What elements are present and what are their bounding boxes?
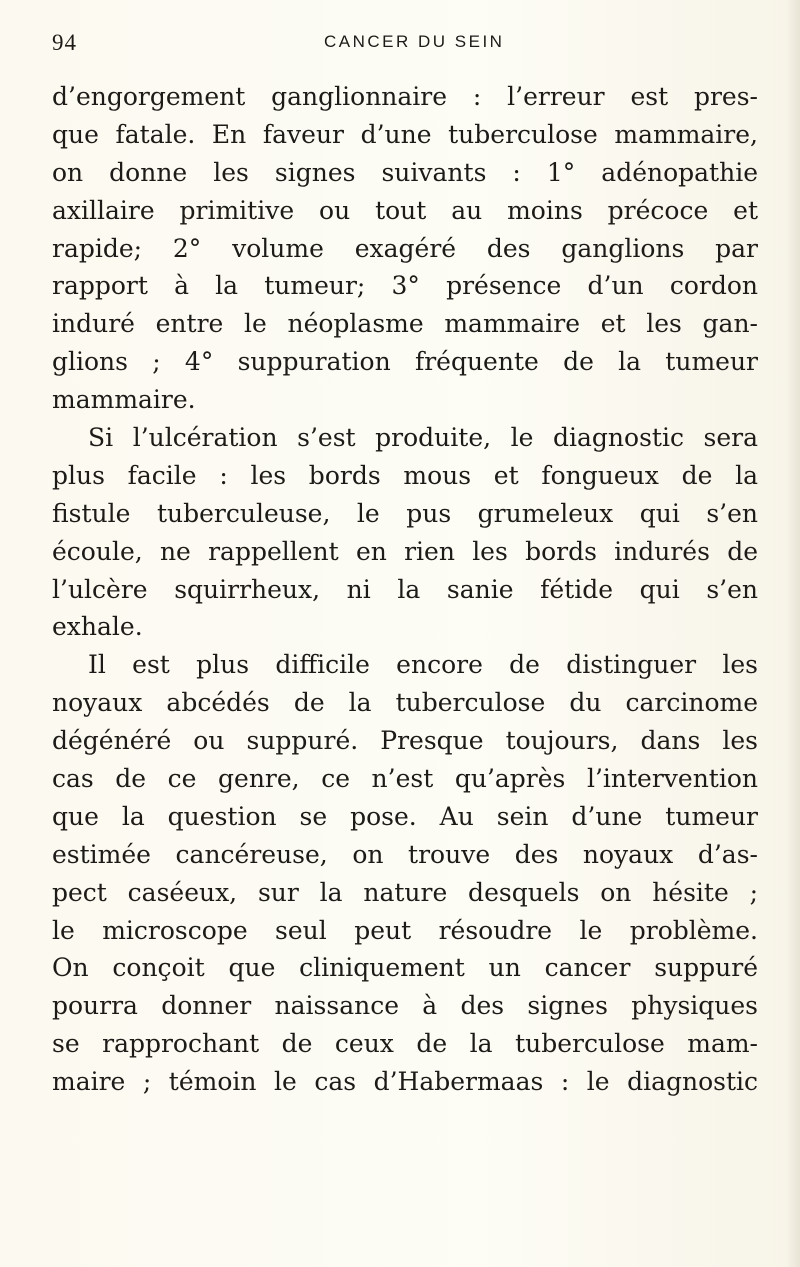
text-line: maire ; témoin le cas d’Habermaas : le diagnostic <box>52 1067 758 1097</box>
text-line: d’engorgement ganglionnaire : l’erreur est pres- <box>52 82 758 111</box>
text-line: axillaire primitive ou tout au moins précoce et <box>52 195 758 225</box>
text-line: estimée cancéreuse, on trouve des noyaux d’as- <box>52 839 758 869</box>
text-line: que la question se pose. Au sein d’une tumeur <box>52 801 758 831</box>
page-number: 94 <box>52 30 77 55</box>
page-edge-shadow <box>786 0 800 1267</box>
text-line: plus facile : les bords mous et fongueux de la <box>52 460 758 490</box>
text-line: noyaux abcédés de la tuberculose du carcinome <box>52 688 758 718</box>
text-line: On conçoit que cliniquement un cancer suppuré <box>52 953 758 983</box>
text-line: pourra donner naissance à des signes physiques <box>52 991 758 1021</box>
text-line: se rapprochant de ceux de la tuberculose mam- <box>52 1029 758 1059</box>
text-line: que fatale. En faveur d’une tuberculose mammaire, <box>52 119 758 149</box>
text-line: on donne les signes suivants : 1° adénopathie <box>52 157 758 187</box>
text-line: le microscope seul peut résoudre le problème. <box>52 915 758 945</box>
text-line: glions ; 4° suppuration fréquente de la tumeur <box>52 347 758 377</box>
text-line: pect caséeux, sur la nature desquels on hésite ; <box>52 877 758 907</box>
page-header <box>52 22 752 58</box>
text-line: écoule, ne rappellent en rien les bords indurés de <box>52 536 758 566</box>
text-line: rapide; 2° volume exagéré des ganglions par <box>52 233 758 263</box>
text-line: cas de ce genre, ce n’est qu’après l’intervention <box>52 764 758 794</box>
running-title: CANCER DU SEIN <box>324 32 505 51</box>
body-text <box>52 78 758 1101</box>
text-line: fistule tuberculeuse, le pus grumeleux qui s’en <box>52 498 758 528</box>
paragraph-start-line: Il est plus difficile encore de distinguer les <box>88 650 758 680</box>
paragraph-start-line: Si l’ulcération s’est produite, le diagnostic sera <box>88 423 758 453</box>
text-line: mammaire. <box>52 385 196 415</box>
text-line: l’ulcère squirrheux, ni la sanie fétide qui s’en <box>52 574 758 604</box>
text-line: dégénéré ou suppuré. Presque toujours, dans les <box>52 726 758 756</box>
text-line: rapport à la tumeur; 3° présence d’un cordon <box>52 271 758 301</box>
text-line: exhale. <box>52 612 143 642</box>
text-line: induré entre le néoplasme mammaire et les gan- <box>52 309 758 339</box>
